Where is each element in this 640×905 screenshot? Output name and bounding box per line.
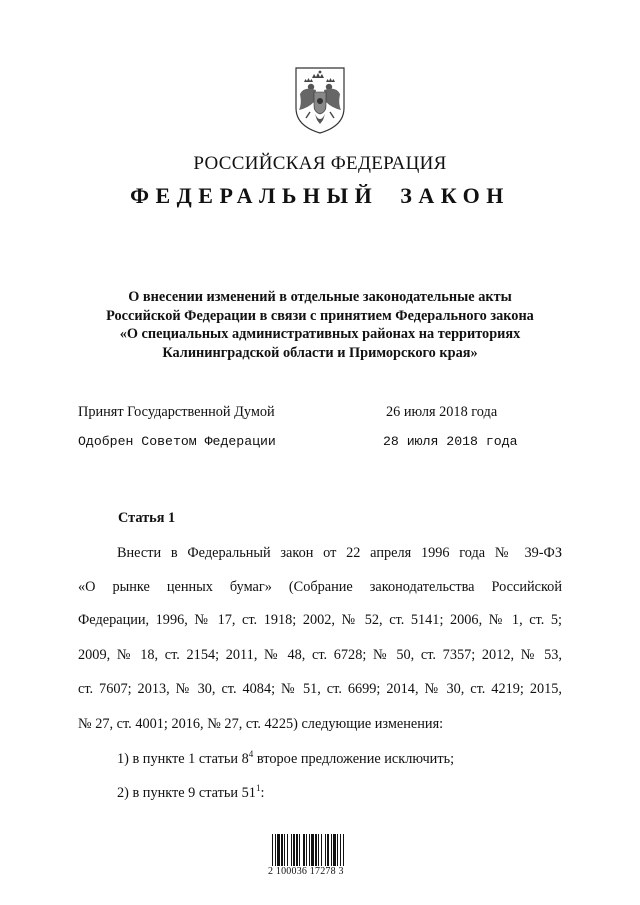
barcode-bar: [272, 834, 273, 866]
barcode-bar: [296, 834, 298, 866]
barcode-bar: [275, 834, 276, 866]
barcode-bar: [325, 834, 326, 866]
barcode-bar: [287, 834, 288, 866]
barcode-number: 2 100036 17278 3: [268, 866, 344, 877]
list-item-1: [117, 751, 562, 768]
barcode-bar: [321, 834, 322, 866]
barcode-bar: [337, 834, 338, 866]
country-name: РОССИЙСКАЯ ФЕДЕРАЦИЯ: [193, 153, 447, 174]
barcode-icon: [270, 834, 370, 866]
barcode-bar: [318, 834, 319, 866]
barcode-bar: [311, 834, 314, 866]
list-item-1-text: 1) в пункте 1 статьи 8: [117, 751, 249, 767]
barcode-bar: [303, 834, 305, 866]
barcode-bar: [331, 834, 332, 866]
barcode-bar: [333, 834, 336, 866]
adoption-duma-date: 26 июля 2018 года: [386, 404, 498, 420]
article-heading: Статья 1: [118, 510, 176, 526]
barcode-bar: [277, 834, 280, 866]
list-item-1-rest: второе предложение исключить;: [253, 751, 455, 767]
paragraph-line: Федерации, 1996, № 17, ст. 1918; 2002, № 52, ст. 5141; 2006, № 1, ст. 5;: [78, 612, 562, 628]
adoption-council-date: 28 июля 2018 года: [383, 434, 518, 449]
adoption-council-label: Одобрен Советом Федерации: [78, 434, 276, 449]
paragraph-line: № 27, ст. 4001; 2016, № 27, ст. 4225) следующие изменения:: [78, 716, 444, 732]
article-body: [78, 0, 562, 905]
barcode-bar: [340, 834, 341, 866]
barcode-bar: [327, 834, 329, 866]
paragraph-line: Внести в Федеральный закон от 22 апреля 1996 года № 39-ФЗ: [117, 545, 562, 561]
law-type-word-federal: ФЕДЕРАЛЬНЫЙ: [130, 183, 379, 208]
barcode-bar: [343, 834, 344, 866]
list-item-2-rest: :: [260, 785, 265, 801]
law-title-line: О внесении изменений в отдельные законодательные акты: [128, 289, 512, 305]
barcode-bar: [281, 834, 283, 866]
law-type-word-law: ЗАКОН: [400, 183, 510, 208]
paragraph-line: «О рынке ценных бумаг» (Собрание законодательства Российской: [78, 579, 562, 595]
list-item-1-superscript: 4: [248, 749, 254, 759]
barcode-bar: [284, 834, 285, 866]
barcode-bar: [291, 834, 292, 866]
list-item-2-superscript: 1: [255, 783, 261, 793]
law-title-line: Российской Федерации в связи с принятием Федерального закона: [106, 307, 534, 324]
paragraph-line: ст. 7607; 2013, № 30, ст. 4084; № 51, ст. 6699; 2014, № 30, ст. 4219; 2015,: [78, 681, 562, 697]
law-title-line: Калининградской области и Приморского края»: [162, 344, 478, 361]
barcode-bar: [306, 834, 307, 866]
list-item-2: [117, 785, 562, 802]
barcode-bar: [299, 834, 300, 866]
adoption-duma-label: Принят Государственной Думой: [78, 404, 275, 420]
paragraph-line: 2009, № 18, ст. 2154; 2011, № 48, ст. 6728; № 50, ст. 7357; 2012, № 53,: [78, 647, 562, 663]
law-title-line: «О специальных административных районах на территориях: [119, 326, 521, 342]
list-item-2-text: 2) в пункте 9 статьи 51: [117, 785, 256, 801]
barcode-bar: [293, 834, 295, 866]
barcode-bar: [309, 834, 310, 866]
barcode-bar: [315, 834, 317, 866]
